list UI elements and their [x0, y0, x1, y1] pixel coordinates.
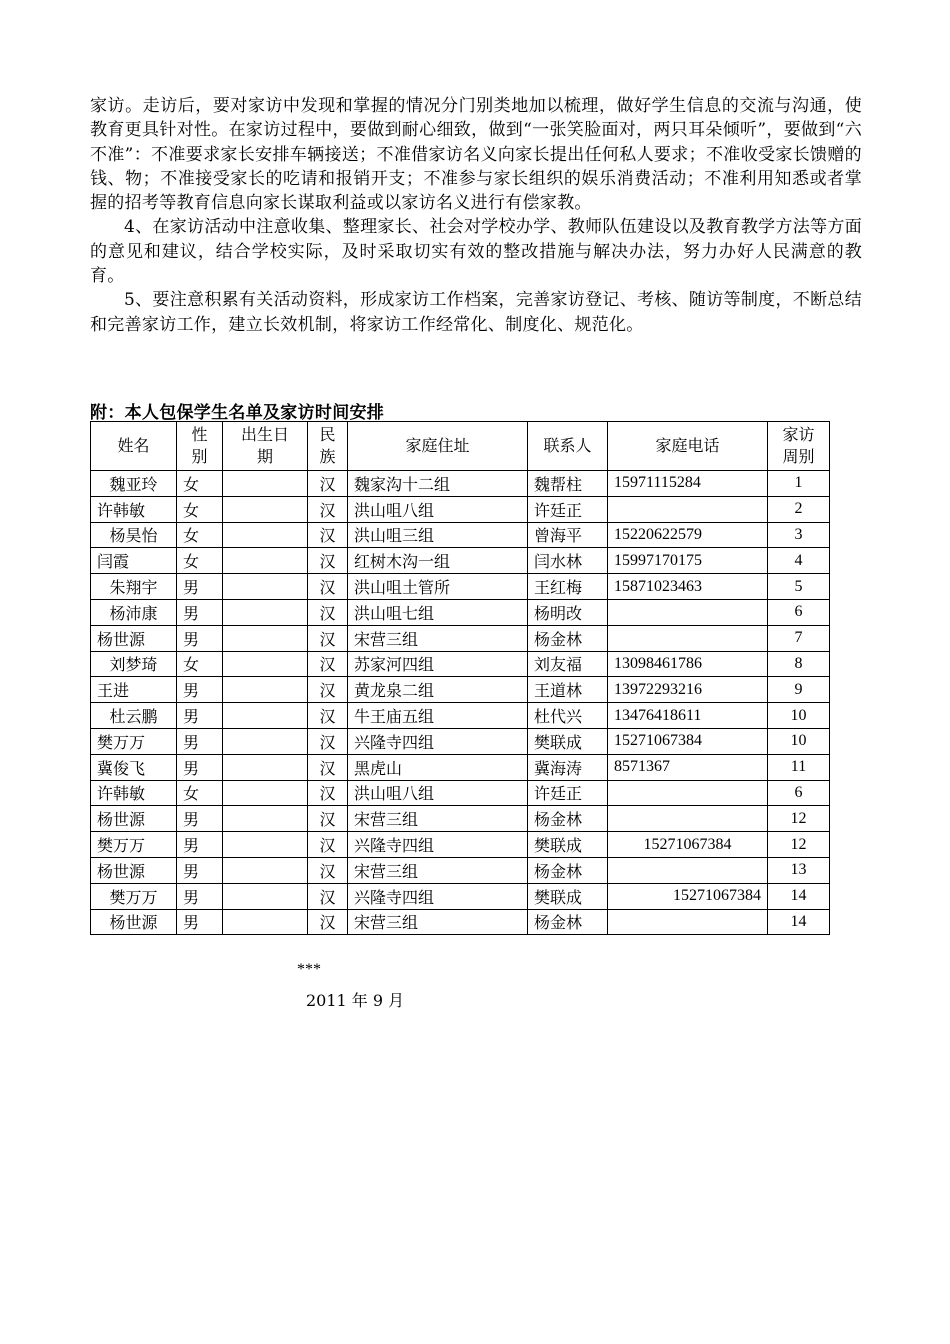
cell-gender: 男 [177, 599, 223, 625]
cell-gender: 女 [177, 522, 223, 548]
cell-gender: 男 [177, 883, 223, 909]
cell-gender: 女 [177, 548, 223, 574]
cell-birth [223, 522, 308, 548]
cell-address: 洪山咀八组 [348, 496, 528, 522]
cell-contact: 杨金林 [528, 909, 608, 935]
header-week [768, 422, 830, 471]
cell-gender: 男 [177, 857, 223, 883]
cell-name: 杨昊怡 [91, 522, 177, 548]
header-gender-line2: 别 [191, 447, 208, 466]
cell-phone: 8571367 [608, 754, 768, 780]
cell-ethnic: 汉 [308, 728, 348, 754]
cell-name: 杨世源 [91, 625, 177, 651]
cell-week: 9 [768, 677, 830, 703]
date: 2011 年 9 月 [306, 991, 405, 1010]
cell-week: 7 [768, 625, 830, 651]
cell-name: 朱翔宇 [91, 574, 177, 600]
cell-ethnic: 汉 [308, 599, 348, 625]
cell-address: 洪山咀土管所 [348, 574, 528, 600]
cell-contact: 樊联成 [528, 832, 608, 858]
cell-address: 兴隆寺四组 [348, 832, 528, 858]
cell-week: 13 [768, 857, 830, 883]
header-birth-line1: 出生日 [240, 425, 289, 444]
cell-address: 兴隆寺四组 [348, 728, 528, 754]
paragraph-2: 4、在家访活动中注意收集、整理家长、社会对学校办学、教师队伍建设以及教育教学方法等方面的意见和建议，结合学校实际，及时采取切实有效的整改措施与解决办法，努力办好人民满意的教育。 [90, 217, 862, 287]
cell-ethnic: 汉 [308, 754, 348, 780]
cell-phone: 15220622579 [608, 522, 768, 548]
cell-phone [608, 780, 768, 806]
cell-ethnic: 汉 [308, 780, 348, 806]
cell-address: 兴隆寺四组 [348, 883, 528, 909]
cell-ethnic: 汉 [308, 651, 348, 677]
table-row [91, 754, 830, 780]
cell-ethnic: 汉 [308, 496, 348, 522]
cell-week: 12 [768, 806, 830, 832]
cell-birth [223, 857, 308, 883]
table-body [91, 471, 830, 935]
cell-address: 黑虎山 [348, 754, 528, 780]
cell-contact: 魏帮柱 [528, 471, 608, 497]
table-row [91, 780, 830, 806]
table-row [91, 496, 830, 522]
cell-week: 10 [768, 728, 830, 754]
cell-name: 杜云鹏 [91, 703, 177, 729]
header-phone: 家庭电话 [608, 422, 768, 471]
table-row [91, 548, 830, 574]
cell-ethnic: 汉 [308, 857, 348, 883]
cell-contact: 杨金林 [528, 625, 608, 651]
table-row [91, 857, 830, 883]
header-name: 姓名 [91, 422, 177, 471]
cell-gender: 女 [177, 780, 223, 806]
table-row [91, 522, 830, 548]
cell-week: 14 [768, 883, 830, 909]
cell-address: 洪山咀三组 [348, 522, 528, 548]
cell-birth [223, 728, 308, 754]
header-gender-line1: 性 [191, 425, 208, 444]
header-week-line2: 周别 [782, 447, 815, 466]
cell-phone: 15971115284 [608, 471, 768, 497]
cell-birth [223, 909, 308, 935]
cell-contact: 杨金林 [528, 857, 608, 883]
cell-gender: 男 [177, 754, 223, 780]
cell-name: 樊万万 [91, 883, 177, 909]
cell-phone: 15271067384 [608, 832, 768, 858]
cell-phone: 15271067384 [608, 728, 768, 754]
signature: *** [297, 961, 321, 978]
cell-gender: 男 [177, 625, 223, 651]
cell-phone: 13098461786 [608, 651, 768, 677]
cell-ethnic: 汉 [308, 548, 348, 574]
cell-birth [223, 599, 308, 625]
cell-gender: 男 [177, 703, 223, 729]
header-ethnic-line2: 族 [319, 447, 336, 466]
cell-phone: 15871023463 [608, 574, 768, 600]
cell-contact: 杜代兴 [528, 703, 608, 729]
cell-phone [608, 857, 768, 883]
table-row [91, 625, 830, 651]
cell-birth [223, 574, 308, 600]
cell-name: 许韩敏 [91, 780, 177, 806]
cell-name: 闫霞 [91, 548, 177, 574]
cell-contact: 刘友福 [528, 651, 608, 677]
cell-phone [608, 806, 768, 832]
cell-gender: 女 [177, 496, 223, 522]
cell-phone [608, 496, 768, 522]
table-row [91, 677, 830, 703]
cell-birth [223, 806, 308, 832]
cell-name: 魏亚玲 [91, 471, 177, 497]
cell-week: 11 [768, 754, 830, 780]
header-birth [223, 422, 308, 471]
cell-contact: 杨明改 [528, 599, 608, 625]
header-contact: 联系人 [528, 422, 608, 471]
cell-address: 苏家河四组 [348, 651, 528, 677]
header-address: 家庭住址 [348, 422, 528, 471]
cell-address: 宋营三组 [348, 806, 528, 832]
cell-gender: 女 [177, 471, 223, 497]
cell-contact: 许廷正 [528, 496, 608, 522]
cell-gender: 男 [177, 728, 223, 754]
cell-name: 杨世源 [91, 806, 177, 832]
cell-gender: 男 [177, 677, 223, 703]
cell-gender: 男 [177, 832, 223, 858]
cell-birth [223, 548, 308, 574]
cell-name: 冀俊飞 [91, 754, 177, 780]
cell-address: 洪山咀八组 [348, 780, 528, 806]
cell-address: 宋营三组 [348, 857, 528, 883]
cell-contact: 冀海涛 [528, 754, 608, 780]
cell-birth [223, 780, 308, 806]
table-row [91, 651, 830, 677]
cell-address: 魏家沟十二组 [348, 471, 528, 497]
cell-ethnic: 汉 [308, 806, 348, 832]
cell-birth [223, 754, 308, 780]
cell-name: 樊万万 [91, 832, 177, 858]
cell-birth [223, 677, 308, 703]
table-row [91, 728, 830, 754]
header-birth-line2: 期 [256, 447, 273, 466]
cell-name: 刘梦琦 [91, 651, 177, 677]
cell-gender: 女 [177, 651, 223, 677]
cell-contact: 王红梅 [528, 574, 608, 600]
cell-week: 12 [768, 832, 830, 858]
cell-phone: 15271067384 [608, 883, 768, 909]
cell-week: 5 [768, 574, 830, 600]
cell-contact: 闫水林 [528, 548, 608, 574]
cell-phone: 13476418611 [608, 703, 768, 729]
paragraph-1: 家访。走访后，要对家访中发现和掌握的情况分门别类地加以梳理，做好学生信息的交流与沟通，使教育更具针对性。在家访过程中，要做到耐心细致，做到“一张笑脸面对，两只耳朵倾听”，要做到“六不准”：不准要求家长安排车辆接送；不准借家访名义向家长提出任何私人要求；不准收受家长馈赠的钱、物；不准接受家长的吃请和报销开支；不准参与家长组织的娱乐消费活动；不准利用知悉或者掌握的招考等教育信息向家长谋取利益或以家访名义进行有偿家教。 [90, 96, 862, 214]
cell-birth [223, 625, 308, 651]
cell-phone: 15997170175 [608, 548, 768, 574]
cell-week: 14 [768, 909, 830, 935]
cell-week: 1 [768, 471, 830, 497]
cell-week: 6 [768, 780, 830, 806]
cell-birth [223, 471, 308, 497]
cell-address: 红树木沟一组 [348, 548, 528, 574]
cell-birth [223, 651, 308, 677]
cell-ethnic: 汉 [308, 832, 348, 858]
cell-gender: 男 [177, 909, 223, 935]
cell-contact: 杨金林 [528, 806, 608, 832]
cell-phone [608, 599, 768, 625]
cell-address: 洪山咀七组 [348, 599, 528, 625]
cell-address: 宋营三组 [348, 909, 528, 935]
table-row [91, 832, 830, 858]
cell-name: 杨沛康 [91, 599, 177, 625]
table-title: 附：本人包保学生名单及家访时间安排 [90, 403, 385, 423]
cell-birth [223, 496, 308, 522]
cell-address: 宋营三组 [348, 625, 528, 651]
paragraph-3: 5、要注意积累有关活动资料，形成家访工作档案，完善家访登记、考核、随访等制度，不断总结和完善家访工作，建立长效机制，将家访工作经常化、制度化、规范化。 [90, 290, 862, 335]
cell-ethnic: 汉 [308, 677, 348, 703]
cell-ethnic: 汉 [308, 471, 348, 497]
cell-phone [608, 909, 768, 935]
header-gender [177, 422, 223, 471]
cell-ethnic: 汉 [308, 703, 348, 729]
cell-birth [223, 832, 308, 858]
cell-contact: 许廷正 [528, 780, 608, 806]
cell-ethnic: 汉 [308, 522, 348, 548]
header-ethnic [308, 422, 348, 471]
cell-week: 4 [768, 548, 830, 574]
header-ethnic-line1: 民 [319, 425, 336, 444]
cell-contact: 樊联成 [528, 883, 608, 909]
table-row [91, 471, 830, 497]
cell-phone: 13972293216 [608, 677, 768, 703]
body-text [90, 94, 862, 337]
cell-week: 10 [768, 703, 830, 729]
cell-ethnic: 汉 [308, 909, 348, 935]
cell-birth [223, 883, 308, 909]
cell-week: 8 [768, 651, 830, 677]
table-row [91, 806, 830, 832]
table-row [91, 574, 830, 600]
cell-phone [608, 625, 768, 651]
table-row [91, 703, 830, 729]
cell-contact: 曾海平 [528, 522, 608, 548]
cell-week: 6 [768, 599, 830, 625]
table-row [91, 599, 830, 625]
cell-name: 王进 [91, 677, 177, 703]
cell-name: 许韩敏 [91, 496, 177, 522]
cell-contact: 王道林 [528, 677, 608, 703]
cell-gender: 男 [177, 806, 223, 832]
cell-gender: 男 [177, 574, 223, 600]
cell-birth [223, 703, 308, 729]
table-row [91, 909, 830, 935]
student-visit-table [90, 421, 830, 935]
cell-week: 2 [768, 496, 830, 522]
cell-ethnic: 汉 [308, 574, 348, 600]
header-week-line1: 家访 [782, 425, 815, 444]
table-row [91, 883, 830, 909]
cell-name: 杨世源 [91, 857, 177, 883]
cell-ethnic: 汉 [308, 625, 348, 651]
cell-ethnic: 汉 [308, 883, 348, 909]
table-header-row [91, 422, 830, 471]
cell-address: 黄龙泉二组 [348, 677, 528, 703]
cell-address: 牛王庙五组 [348, 703, 528, 729]
cell-name: 樊万万 [91, 728, 177, 754]
cell-name: 杨世源 [91, 909, 177, 935]
cell-contact: 樊联成 [528, 728, 608, 754]
cell-week: 3 [768, 522, 830, 548]
